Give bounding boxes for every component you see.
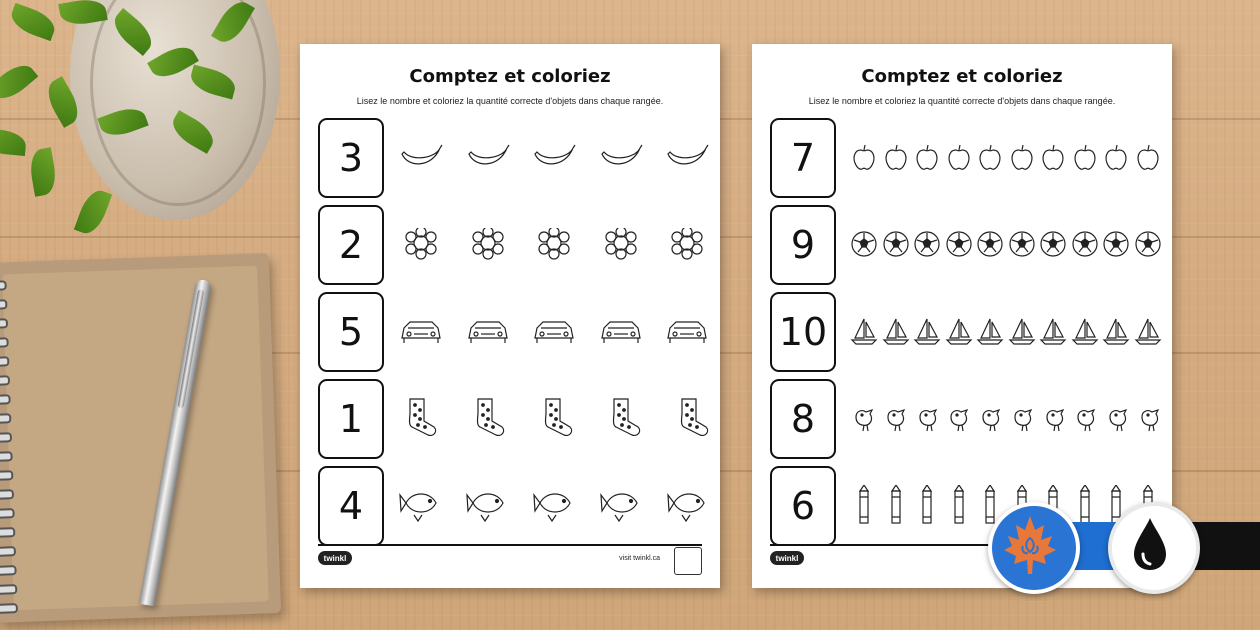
notebook-spiral bbox=[0, 432, 12, 443]
twinkl-logo: twinkl bbox=[318, 551, 352, 565]
banana-icon[interactable] bbox=[598, 142, 644, 172]
car-icon[interactable] bbox=[664, 316, 710, 346]
soccer-ball-icon[interactable] bbox=[1008, 229, 1036, 259]
number-box: 7 bbox=[770, 118, 836, 198]
soccer-ball-icon[interactable] bbox=[1039, 229, 1067, 259]
bird-icon[interactable] bbox=[882, 403, 908, 433]
apple-icon[interactable] bbox=[882, 142, 910, 172]
count-row bbox=[318, 118, 710, 196]
soccer-ball-icon[interactable] bbox=[1134, 229, 1162, 259]
maple-leaf-icon bbox=[988, 502, 1080, 594]
flower-icon[interactable] bbox=[398, 228, 444, 260]
crayon-icon[interactable] bbox=[945, 485, 973, 525]
sock-icon[interactable] bbox=[534, 397, 574, 439]
notebook-spiral bbox=[0, 375, 10, 386]
apple-icon[interactable] bbox=[1008, 142, 1036, 172]
count-row bbox=[770, 379, 1162, 457]
sailboat-icon[interactable] bbox=[913, 316, 941, 346]
count-row bbox=[318, 292, 710, 370]
bird-icon[interactable] bbox=[1041, 403, 1067, 433]
sock-icon[interactable] bbox=[602, 397, 642, 439]
bird-icon[interactable] bbox=[1072, 403, 1098, 433]
soccer-ball-icon[interactable] bbox=[945, 229, 973, 259]
sailboat-icon[interactable] bbox=[1039, 316, 1067, 346]
sock-icon[interactable] bbox=[670, 397, 710, 439]
notebook-spiral bbox=[0, 527, 15, 538]
notebook-spiral bbox=[0, 565, 17, 576]
crayon-icon[interactable] bbox=[1071, 485, 1099, 525]
apple-icon[interactable] bbox=[850, 142, 878, 172]
fish-icon[interactable] bbox=[465, 485, 509, 525]
worksheet-2 bbox=[752, 44, 1172, 588]
apple-icon[interactable] bbox=[1039, 142, 1067, 172]
count-row bbox=[770, 118, 1162, 196]
worksheet-instruction: Lisez le nombre et coloriez la quantité correcte d'objets dans chaque rangée. bbox=[808, 96, 1116, 106]
number-box: 3 bbox=[318, 118, 384, 198]
quality-seal-icon bbox=[674, 547, 702, 575]
object-row bbox=[850, 132, 1162, 182]
worksheet-1 bbox=[300, 44, 720, 588]
flower-icon[interactable] bbox=[465, 228, 511, 260]
apple-icon[interactable] bbox=[1071, 142, 1099, 172]
notebook-spiral bbox=[0, 470, 13, 481]
soccer-ball-icon[interactable] bbox=[976, 229, 1004, 259]
object-row bbox=[398, 306, 710, 356]
fish-icon[interactable] bbox=[666, 485, 710, 525]
flower-icon[interactable] bbox=[598, 228, 644, 260]
soccer-ball-icon[interactable] bbox=[882, 229, 910, 259]
sailboat-icon[interactable] bbox=[945, 316, 973, 346]
soccer-ball-icon[interactable] bbox=[1102, 229, 1130, 259]
number-box: 6 bbox=[770, 466, 836, 546]
fish-icon[interactable] bbox=[599, 485, 643, 525]
sailboat-icon[interactable] bbox=[976, 316, 1004, 346]
number-box: 8 bbox=[770, 379, 836, 459]
bird-icon[interactable] bbox=[1136, 403, 1162, 433]
apple-icon[interactable] bbox=[976, 142, 1004, 172]
twinkl-logo: twinkl bbox=[770, 551, 804, 565]
notebook-spiral bbox=[0, 489, 14, 500]
sock-icon[interactable] bbox=[466, 397, 506, 439]
number-box: 1 bbox=[318, 379, 384, 459]
count-row bbox=[770, 292, 1162, 370]
notebook-spiral bbox=[0, 413, 11, 424]
apple-icon[interactable] bbox=[1134, 142, 1162, 172]
flower-icon[interactable] bbox=[664, 228, 710, 260]
object-row bbox=[850, 393, 1162, 443]
bird-icon[interactable] bbox=[1104, 403, 1130, 433]
count-row bbox=[318, 466, 710, 544]
banana-icon[interactable] bbox=[465, 142, 511, 172]
notebook-spiral bbox=[0, 451, 13, 462]
notebook-spiral bbox=[0, 546, 16, 557]
object-row bbox=[850, 219, 1162, 269]
sailboat-icon[interactable] bbox=[882, 316, 910, 346]
banana-icon[interactable] bbox=[398, 142, 444, 172]
car-icon[interactable] bbox=[531, 316, 577, 346]
crayon-icon[interactable] bbox=[913, 485, 941, 525]
car-icon[interactable] bbox=[398, 316, 444, 346]
number-box: 4 bbox=[318, 466, 384, 546]
number-box: 2 bbox=[318, 205, 384, 285]
soccer-ball-icon[interactable] bbox=[1071, 229, 1099, 259]
notebook bbox=[0, 253, 281, 623]
object-row bbox=[398, 219, 710, 269]
notebook-spiral bbox=[0, 508, 15, 519]
bird-icon[interactable] bbox=[945, 403, 971, 433]
count-row bbox=[318, 379, 710, 457]
car-icon[interactable] bbox=[598, 316, 644, 346]
sailboat-icon[interactable] bbox=[1134, 316, 1162, 346]
object-row bbox=[850, 306, 1162, 356]
worksheet-instruction: Lisez le nombre et coloriez la quantité correcte d'objets dans chaque rangée. bbox=[356, 96, 664, 106]
notebook-spiral bbox=[0, 584, 17, 595]
notebook-spiral bbox=[0, 603, 18, 614]
worksheet-title: Comptez et coloriez bbox=[409, 66, 611, 87]
sailboat-icon[interactable] bbox=[1071, 316, 1099, 346]
sailboat-icon[interactable] bbox=[1008, 316, 1036, 346]
object-row bbox=[398, 480, 710, 530]
bird-icon[interactable] bbox=[1009, 403, 1035, 433]
apple-icon[interactable] bbox=[913, 142, 941, 172]
fish-icon[interactable] bbox=[532, 485, 576, 525]
soccer-ball-icon[interactable] bbox=[913, 229, 941, 259]
fish-icon[interactable] bbox=[398, 485, 442, 525]
banana-icon[interactable] bbox=[664, 142, 710, 172]
sailboat-icon[interactable] bbox=[1102, 316, 1130, 346]
object-row bbox=[398, 393, 710, 443]
object-row bbox=[398, 132, 710, 182]
flower-icon[interactable] bbox=[531, 228, 577, 260]
ink-drop-icon bbox=[1108, 502, 1200, 594]
sailboat-icon[interactable] bbox=[850, 316, 878, 346]
car-icon[interactable] bbox=[465, 316, 511, 346]
sock-icon[interactable] bbox=[398, 397, 438, 439]
apple-icon[interactable] bbox=[1102, 142, 1130, 172]
number-box: 9 bbox=[770, 205, 836, 285]
count-row bbox=[318, 205, 710, 283]
number-box: 10 bbox=[770, 292, 836, 372]
notebook-spiral bbox=[0, 394, 11, 405]
footer-line bbox=[318, 544, 702, 546]
apple-icon[interactable] bbox=[945, 142, 973, 172]
banana-icon[interactable] bbox=[531, 142, 577, 172]
bird-icon[interactable] bbox=[914, 403, 940, 433]
bird-icon[interactable] bbox=[977, 403, 1003, 433]
footer-url: visit twinkl.ca bbox=[619, 555, 660, 562]
bird-icon[interactable] bbox=[850, 403, 876, 433]
soccer-ball-icon[interactable] bbox=[850, 229, 878, 259]
crayon-icon[interactable] bbox=[882, 485, 910, 525]
crayon-icon[interactable] bbox=[850, 485, 878, 525]
number-box: 5 bbox=[318, 292, 384, 372]
count-row bbox=[770, 205, 1162, 283]
worksheet-title: Comptez et coloriez bbox=[861, 66, 1063, 87]
